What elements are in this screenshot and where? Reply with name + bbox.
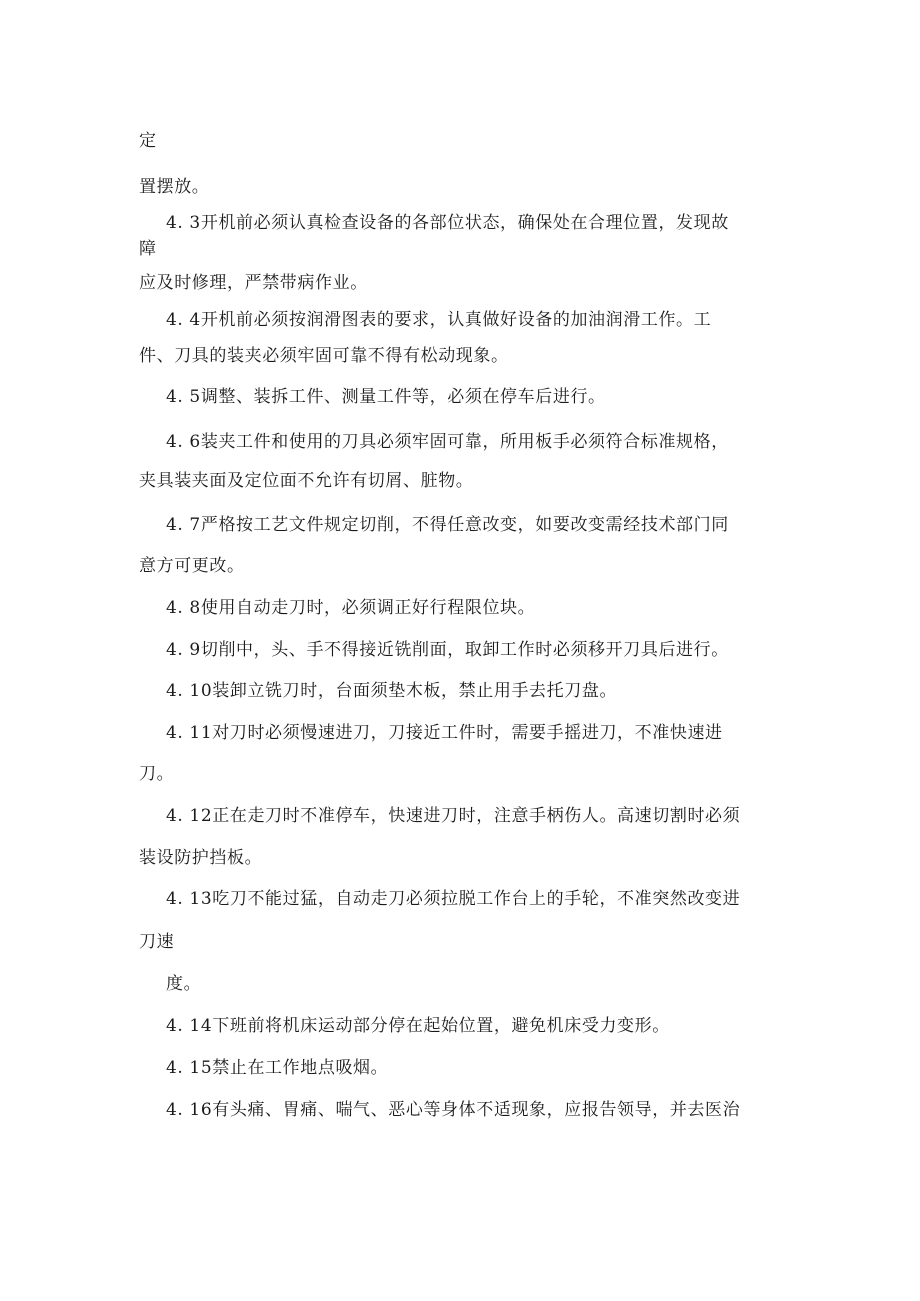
text-line: 刀速: [139, 932, 175, 952]
text-line: 应及时修理，严禁带病作业。: [139, 273, 368, 293]
text-line: 装设防护挡板。: [139, 848, 263, 868]
text-line: 4. 10装卸立铣刀时，台面须垫木板，禁止用手去托刀盘。: [166, 681, 618, 701]
text-line: 件、刀具的装夹必须牢固可靠不得有松动现象。: [139, 346, 509, 366]
text-line: 定: [139, 131, 157, 151]
text-line: 4. 16有头痛、胃痛、喘气、恶心等身体不适现象，应报告领导，并去医治: [166, 1100, 741, 1120]
text-line: 4. 5调整、装拆工件、测量工件等，必须在停车后进行。: [166, 387, 606, 407]
text-line: 4. 7严格按工艺文件规定切削，不得任意改变，如要改变需经技术部门同: [166, 515, 729, 535]
text-line: 4. 14下班前将机床运动部分停在起始位置，避免机床受力变形。: [166, 1016, 670, 1036]
text-line: 4. 11对刀时必须慢速进刀，刀接近工件时，需要手摇进刀，不准快速进: [166, 723, 723, 743]
text-line: 障: [139, 239, 157, 259]
text-line: 4. 4开机前必须按润滑图表的要求，认真做好设备的加油润滑工作。工: [166, 310, 712, 330]
text-line: 夹具装夹面及定位面不允许有切屑、脏物。: [139, 471, 474, 491]
text-line: 刀。: [139, 764, 175, 784]
text-line: 4. 13吃刀不能过猛，自动走刀必须拉脱工作台上的手轮，不准突然改变进: [166, 889, 741, 909]
text-line: 4. 8使用自动走刀时，必须调正好行程限位块。: [166, 598, 536, 618]
text-line: 4. 6装夹工件和使用的刀具必须牢固可靠，所用板手必须符合标准规格，: [166, 432, 729, 452]
text-line: 4. 3开机前必须认真检查设备的各部位状态，确保处在合理位置，发现故: [166, 213, 729, 233]
text-line: 4. 9切削中，头、手不得接近铣削面，取卸工作时必须移开刀具后进行。: [166, 640, 729, 660]
text-line: 置摆放。: [139, 177, 210, 197]
text-line: 4. 15禁止在工作地点吸烟。: [166, 1058, 389, 1078]
text-line: 度。: [166, 974, 202, 994]
text-line: 4. 12正在走刀时不准停车，快速进刀时，注意手柄伤人。高速切割时必须: [166, 806, 741, 826]
text-line: 意方可更改。: [139, 556, 245, 576]
